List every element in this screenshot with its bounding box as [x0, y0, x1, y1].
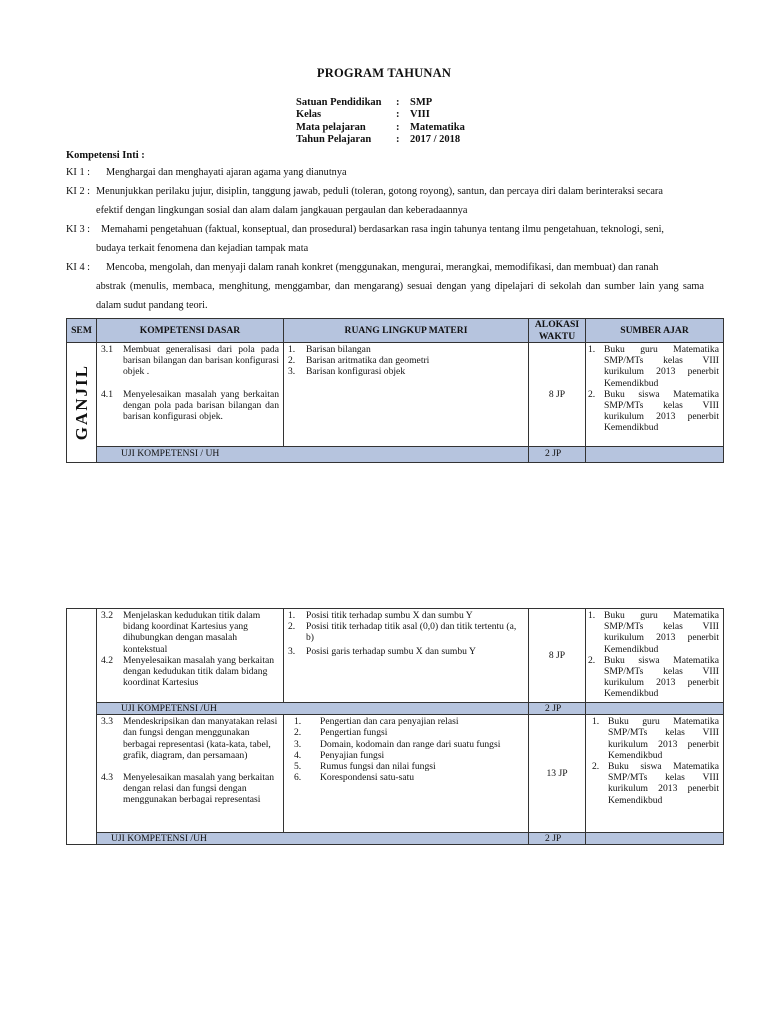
info-label: Mata pelajaran — [296, 121, 366, 133]
uji-row — [67, 447, 724, 463]
materi-number: 2. — [288, 355, 296, 367]
materi-cell — [284, 715, 529, 833]
semester-cell-continued — [67, 609, 97, 845]
info-value: SMP — [410, 97, 433, 108]
sumber-item — [586, 344, 719, 389]
ki-text: Mencoba, mengolah, dan menyaji dalam ranah konkret (menggunakan, mengurai, merangkai, memodifikasi, dan membuat) dan ranah — [106, 262, 659, 273]
info-label: Kelas — [296, 109, 322, 121]
sumber-number: 1. — [588, 344, 596, 355]
sumber-item — [586, 389, 719, 434]
info-colon: : — [396, 133, 400, 145]
materi-text: Penyajian fungsi — [320, 749, 385, 761]
uji-label: UJI KOMPETENSI /UH — [97, 833, 529, 845]
sumber-item — [586, 610, 719, 655]
materi-item — [288, 621, 524, 643]
sumber-text: Buku guru Matematika SMP/MTs kelas VIII kurikulum 2013 penerbit Kemendikbud — [604, 344, 719, 389]
header-kompetensi-dasar: KOMPETENSI DASAR — [97, 319, 284, 343]
materi-item — [294, 716, 524, 727]
info-colon: : — [396, 121, 400, 133]
materi-text: Posisi titik terhadap sumbu X dan sumbu Y — [306, 610, 473, 621]
semester-cell — [67, 343, 97, 463]
materi-number: 4. — [294, 749, 302, 761]
kd-text: Menyelesaikan masalah yang berkaitan dengan pola pada barisan bilangan dan barisan konfigurasi objek. — [123, 388, 279, 423]
sumber-number: 2. — [588, 388, 596, 400]
sumber-item — [586, 655, 719, 700]
kd-number: 4.1 — [101, 388, 113, 400]
sumber-cell — [586, 609, 724, 703]
materi-text: Pengertian dan cara penyajian relasi — [320, 716, 459, 728]
materi-cell — [284, 609, 529, 703]
materi-number: 1. — [288, 610, 296, 621]
sumber-item — [590, 761, 719, 806]
header-ruang-lingkup: RUANG LINGKUP MATERI — [284, 319, 529, 343]
info-row — [296, 97, 465, 109]
materi-item — [288, 646, 524, 657]
uji-label: UJI KOMPETENSI /UH — [97, 703, 529, 715]
uji-row — [67, 833, 724, 845]
sumber-number: 1. — [588, 610, 596, 621]
materi-number: 2. — [288, 621, 296, 633]
kd-item — [101, 716, 279, 761]
materi-number: 1. — [294, 716, 302, 728]
table-row — [67, 609, 724, 703]
kd-text: Mendeskripsikan dan manyatakan relasi dan fungsi dengan menggunakan berbagai representasi (kata-kata, tabel, grafik, diagram, dan persamaan) — [123, 716, 278, 761]
kd-item — [101, 610, 279, 655]
info-label: Tahun Pelajaran — [296, 133, 372, 145]
materi-item — [288, 355, 524, 366]
kd-text: Menyelesaikan masalah yang berkaitan dengan kedudukan titik dalam bidang koordinat Kartesius — [123, 654, 275, 689]
ki-heading: Kompetensi Inti : — [66, 150, 145, 161]
sumber-text: Buku siswa Matematika SMP/MTs kelas VIII kurikulum 2013 penerbit Kemendikbud — [604, 654, 719, 700]
info-row — [296, 134, 465, 146]
ki-text: Memahami pengetahuan (faktual, konseptual, dan prosedural) berdasarkan rasa ingin tahunya tentang ilmu pengetahuan, teknologi, seni, — [101, 224, 665, 235]
materi-item — [294, 761, 524, 772]
kd-cell — [97, 715, 284, 833]
materi-text: Posisi garis terhadap sumbu X dan sumbu Y — [306, 645, 476, 657]
table-row — [67, 715, 724, 833]
sumber-number: 2. — [588, 654, 596, 666]
materi-item — [288, 366, 524, 377]
header-sem: SEM — [67, 319, 97, 343]
alokasi-cell: 13 JP — [529, 715, 586, 833]
materi-number: 6. — [294, 772, 302, 784]
materi-number: 3. — [294, 738, 302, 750]
materi-item — [294, 772, 524, 783]
uji-jp: 2 JP — [529, 833, 586, 845]
header-alokasi: ALOKASI WAKTU — [529, 319, 586, 343]
info-row — [296, 109, 465, 121]
ki-text: Menghargai dan menghayati ajaran agama yang dianutnya — [106, 167, 347, 178]
materi-item — [294, 739, 524, 750]
materi-item — [294, 727, 524, 738]
sumber-text: Buku siswa Matematika SMP/MTs kelas VIII kurikulum 2013 penerbit Kemendikbud — [608, 761, 719, 806]
info-row — [296, 122, 465, 134]
alokasi-cell: 8 JP — [529, 343, 586, 447]
materi-item — [288, 610, 524, 621]
info-value: Matematika — [410, 121, 465, 133]
sumber-cell — [586, 343, 724, 447]
kd-cell — [97, 609, 284, 703]
ki-text-continued: abstrak (menulis, membaca, menghitung, menggambar, dan mengarang) sesuai dengan yang dipelajari di sekolah dan sumber lain yang sama dalam sudut pandang teori. — [96, 281, 704, 311]
identity-block — [296, 97, 465, 146]
materi-text: Posisi titik terhadap titik asal (0,0) dan titik tertentu (a, b) — [306, 621, 517, 644]
ki-tag: KI 1 : — [66, 167, 91, 178]
alokasi-cell: 8 JP — [529, 609, 586, 703]
ki-tag: KI 2 : — [66, 186, 91, 197]
sumber-cell — [586, 715, 724, 833]
ki-text-continued: budaya terkait fenomena dan kejadian tampak mata — [96, 243, 309, 254]
kd-cell — [97, 343, 284, 447]
materi-text: Korespondensi satu-satu — [320, 772, 415, 784]
kd-number: 4.3 — [101, 772, 113, 784]
materi-number: 5. — [294, 761, 302, 773]
kd-text: Membuat generalisasi dari pola pada barisan bilangan dan barisan konfigurasi objek . — [123, 344, 279, 378]
sumber-text: Buku guru Matematika SMP/MTs kelas VIII kurikulum 2013 penerbit Kemendikbud — [604, 610, 719, 655]
sumber-number: 2. — [592, 761, 600, 773]
kd-item — [101, 389, 279, 423]
materi-text: Barisan aritmatika dan geometri — [306, 355, 430, 367]
uji-jp: 2 JP — [529, 447, 586, 463]
kd-text: Menyelesaikan masalah yang berkaitan dengan relasi dan fungsi dengan menggunakan berbagai representasi — [123, 772, 275, 806]
ki-tag: KI 4 : — [66, 262, 91, 273]
kd-number: 4.2 — [101, 654, 113, 666]
materi-item — [294, 750, 524, 761]
sumber-text: Buku guru Matematika SMP/MTs kelas VIII kurikulum 2013 penerbit Kemendikbud — [608, 716, 719, 761]
uji-label: UJI KOMPETENSI / UH — [97, 447, 529, 463]
materi-text: Barisan bilangan — [306, 344, 371, 355]
kd-number: 3.1 — [101, 344, 113, 355]
kd-item — [101, 772, 279, 806]
materi-number: 1. — [288, 344, 296, 355]
ki-tag: KI 3 : — [66, 224, 91, 235]
program-table-2 — [66, 608, 724, 845]
sumber-item — [590, 716, 719, 761]
materi-text: Domain, kodomain dan range dari suatu fungsi — [320, 738, 501, 750]
materi-text: Rumus fungsi dan nilai fungsi — [320, 761, 436, 773]
uji-jp: 2 JP — [529, 703, 586, 715]
info-colon: : — [396, 109, 400, 121]
info-colon: : — [396, 97, 400, 108]
table-header-row — [67, 319, 724, 343]
sumber-number: 1. — [592, 716, 600, 728]
materi-text: Barisan konfigurasi objek — [306, 366, 406, 378]
table-row — [67, 343, 724, 447]
kd-item — [101, 655, 279, 689]
materi-number: 3. — [288, 366, 296, 378]
uji-row — [67, 703, 724, 715]
kd-number: 3.2 — [101, 610, 113, 621]
info-label: Satuan Pendidikan — [296, 97, 382, 108]
uji-empty — [586, 447, 724, 463]
materi-number: 2. — [294, 727, 302, 739]
kd-number: 3.3 — [101, 716, 113, 728]
materi-cell — [284, 343, 529, 447]
uji-empty — [586, 833, 724, 845]
ki-text-continued: efektif dengan lingkungan sosial dan alam dalam jangkauan pergaulan dan keberadaannya — [96, 205, 468, 216]
program-table-1 — [66, 318, 724, 463]
uji-empty — [586, 703, 724, 715]
materi-text: Pengertian fungsi — [320, 727, 388, 739]
page-title: PROGRAM TAHUNAN — [316, 66, 452, 80]
info-value: 2017 / 2018 — [410, 133, 461, 145]
ki-text: Menunjukkan perilaku jujur, disiplin, tanggung jawab, peduli (toleran, gotong royong), santun, dan percaya diri dalam berinteraksi secara — [96, 186, 663, 197]
materi-item — [288, 344, 524, 355]
kd-item — [101, 344, 279, 378]
info-value: VIII — [410, 109, 430, 121]
kd-text: Menjelaskan kedudukan titik dalam bidang koordinat Kartesius yang dihubungkan dengan masalah kontekstual — [123, 610, 261, 655]
sumber-text: Buku siswa Matematika SMP/MTs kelas VIII kurikulum 2013 penerbit Kemendikbud — [604, 388, 719, 434]
header-sumber-ajar: SUMBER AJAR — [586, 319, 724, 343]
semester-label: GANJIL — [71, 364, 91, 441]
materi-number: 3. — [288, 645, 296, 657]
